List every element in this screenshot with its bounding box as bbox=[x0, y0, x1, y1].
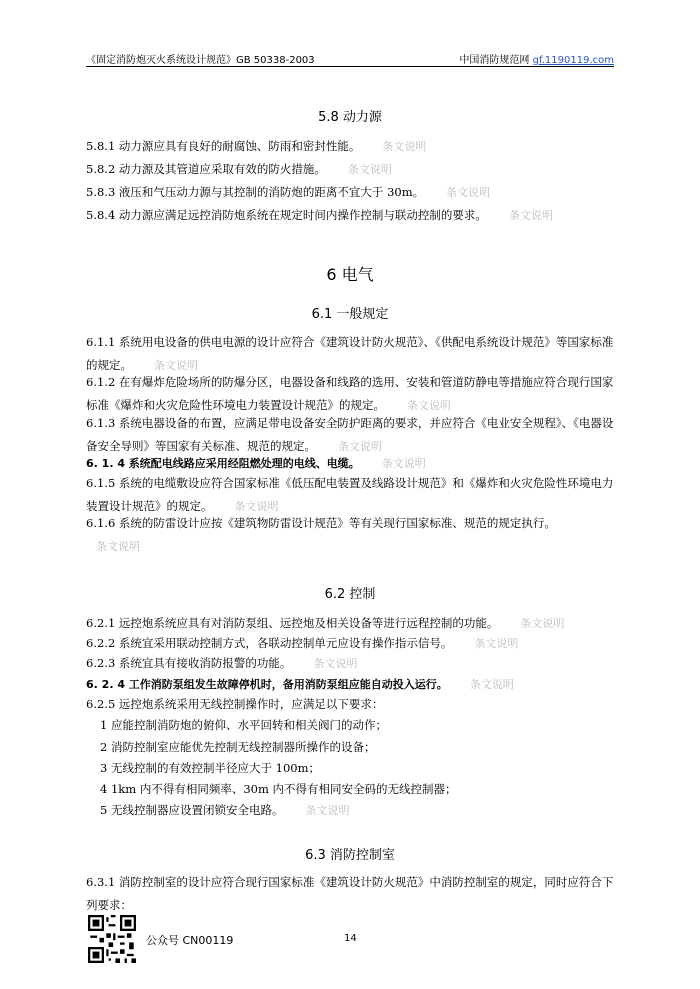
clause-5-8-2: 5.8.2 动力源及其管道应采取有效的防火措施。 条文说明 bbox=[86, 162, 392, 176]
clause-6-1-1: 6.1.1 系统用电设备的供电电源的设计应符合《建筑设计防火规范》、《供配电系统设计规范》等国家标准的规定。 条文说明 bbox=[86, 335, 614, 372]
clause-note-link[interactable]: 条文说明 bbox=[382, 140, 427, 153]
clause-note-link[interactable]: 条文说明 bbox=[347, 163, 392, 176]
clause-6-2-5-item-4: 4 1km 内不得有相同频率、30m 内不得有相同安全码的无线控制器； bbox=[100, 782, 457, 796]
chapter-title-6: 6 电气 bbox=[326, 265, 374, 284]
clause-6-1-6: 6.1.6 系统的防雷设计应按《建筑物防雷设计规范》等有关现行国家标准、规范的规定执行。 条文说明 bbox=[86, 516, 556, 553]
clause-6-2-5-item-2: 2 消防控制室应能优先控制无线控制器所操作的设备； bbox=[100, 740, 376, 754]
header-site bbox=[459, 51, 614, 66]
header-standard-title: 《固定消防炮灭火系统设计规范》GB 50338-2003 bbox=[86, 55, 315, 66]
clause-6-3-1: 6.3.1 消防控制室的设计应符合现行国家标准《建筑设计防火规范》中消防控制室的规定，同时应符合下列要求： bbox=[86, 875, 614, 912]
clause-6-2-5: 6.2.5 远控炮系统采用无线控制操作时，应满足以下要求： bbox=[86, 697, 384, 711]
clause-note-link[interactable]: 条文说明 bbox=[446, 186, 491, 199]
section-title-6-1: 6.1 一般规定 bbox=[311, 307, 389, 322]
clause-5-8-3: 5.8.3 液压和气压动力源与其控制的消防炮的距离不宜大于 30m。 条文说明 bbox=[86, 185, 491, 199]
clause-6-2-1: 6.2.1 远控炮系统应具有对消防泵组、远控炮及相关设备等进行远程控制的功能。 条文说明 bbox=[86, 616, 565, 630]
clause-6-1-5: 6.1.5 系统的电缆敷设应符合国家标准《低压配电装置及线路设计规范》和《爆炸和火灾危险性环境电力装置设计规范》的规定。 条文说明 bbox=[86, 476, 614, 513]
clause-6-1-3: 6.1.3 系统电器设备的布置，应满足带电设备安全防护距离的要求，并应符合《电业安全规程》、《电器设备安全导则》等国家有关标准、规范的规定。 条文说明 bbox=[86, 416, 614, 453]
clause-6-2-2: 6.2.2 系统宜采用联动控制方式，各联动控制单元应设有操作指示信号。 条文说明 bbox=[86, 636, 519, 650]
header-site-link[interactable]: gf.1190119.com bbox=[532, 55, 614, 66]
clause-6-2-3: 6.2.3 系统宜具有接收消防报警的功能。 条文说明 bbox=[86, 656, 358, 670]
section-title-6-3: 6.3 消防控制室 bbox=[305, 848, 395, 863]
clause-5-8-1: 5.8.1 动力源应具有良好的耐腐蚀、防雨和密封性能。 条文说明 bbox=[86, 139, 427, 153]
section-title-6-2: 6.2 控制 bbox=[324, 587, 376, 602]
clause-note-link[interactable]: 条文说明 bbox=[474, 637, 519, 650]
page-number: 14 bbox=[344, 933, 357, 944]
clause-note-link[interactable]: 条文说明 bbox=[305, 804, 350, 817]
footer-wechat-label: 公众号 CN00119 bbox=[146, 934, 234, 947]
clause-note-link[interactable]: 条文说明 bbox=[508, 209, 553, 222]
clause-6-2-5-item-1: 1 应能控制消防炮的俯仰、水平回转和相关阀门的动作； bbox=[100, 718, 387, 732]
clause-5-8-4: 5.8.4 动力源应满足远控消防炮系统在规定时间内操作控制与联动控制的要求。 条文说明 bbox=[86, 208, 553, 222]
clause-note-link[interactable]: 条文说明 bbox=[338, 440, 382, 453]
clause-note-link[interactable]: 条文说明 bbox=[407, 399, 451, 412]
header-site-label: 中国消防规范网 bbox=[459, 55, 530, 66]
clause-note-link[interactable]: 条文说明 bbox=[154, 359, 198, 372]
clause-note-link[interactable]: 条文说明 bbox=[469, 678, 514, 691]
clause-note-link[interactable]: 条文说明 bbox=[313, 657, 358, 670]
clause-note-link[interactable]: 条文说明 bbox=[520, 617, 565, 630]
clause-6-1-2: 6.1.2 在有爆炸危险场所的防爆分区，电器设备和线路的选用、安装和管道防静电等措施应符合现行国家标准《爆炸和火灾危险性环境电力装置设计规范》的规定。 条文说明 bbox=[86, 375, 614, 412]
clause-6-2-4: 6. 2. 4 工作消防泵组发生故障停机时，备用消防泵组应能自动投入运行。 条文说明 bbox=[86, 678, 514, 691]
clause-6-2-5-item-5: 5 无线控制器应设置闭锁安全电路。 条文说明 bbox=[100, 803, 350, 817]
clause-note-link[interactable]: 条文说明 bbox=[96, 540, 140, 553]
clause-6-2-5-item-3: 3 无线控制的有效控制半径应大于 100m； bbox=[100, 761, 320, 775]
clause-6-1-4: 6. 1. 4 系统配电线路应采用经阻燃处理的电线、电缆。 条文说明 bbox=[86, 457, 426, 470]
page-header bbox=[86, 50, 614, 67]
section-title-5-8: 5.8 动力源 bbox=[318, 110, 382, 125]
clause-note-link[interactable]: 条文说明 bbox=[381, 457, 426, 470]
clause-note-link[interactable]: 条文说明 bbox=[234, 500, 279, 513]
qr-code-icon bbox=[88, 915, 136, 963]
